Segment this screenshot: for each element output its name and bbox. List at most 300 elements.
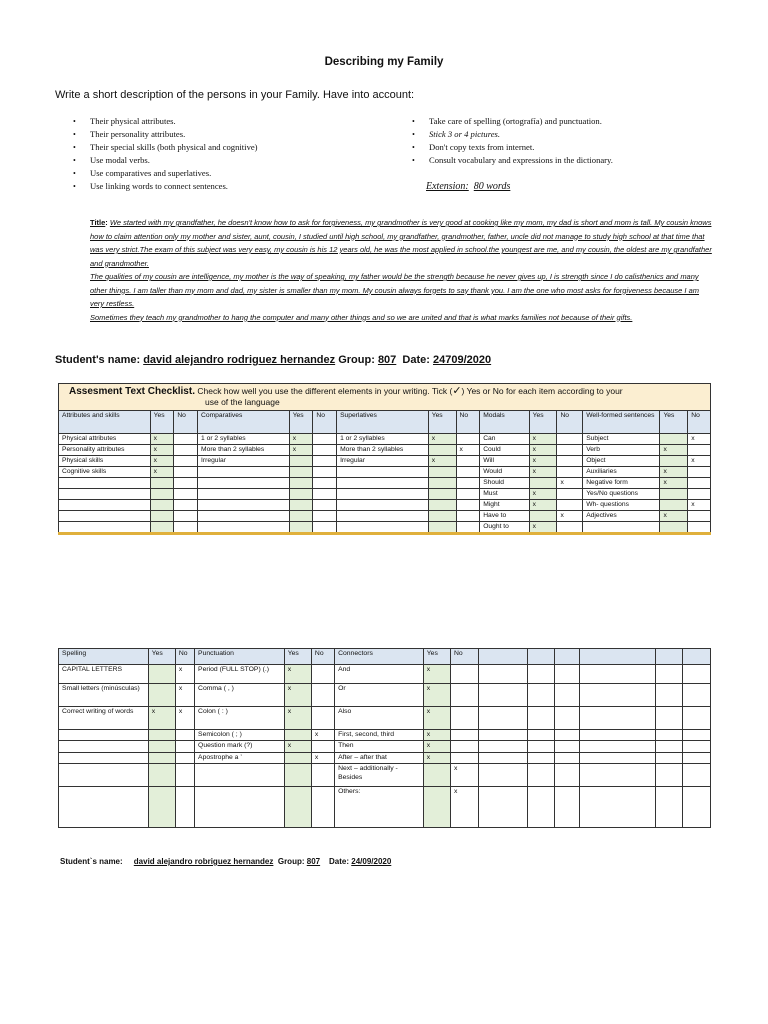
table-header-cell	[527, 649, 554, 665]
document-title: Describing my Family	[324, 56, 444, 68]
table-cell	[682, 684, 710, 707]
table-cell	[688, 467, 711, 478]
paragraph-3: Sometimes they teach my grandmother to hang the computer and many other things and so we are united and that is what marks families not because of their gifts.	[90, 312, 633, 322]
table-cell: And	[335, 665, 424, 684]
checklist-title: Assesment Text Checklist.	[69, 386, 195, 397]
table-cell	[527, 707, 554, 730]
table-cell: x	[175, 684, 194, 707]
bullet-item: • Their personality attributes.	[73, 128, 258, 141]
table-cell	[311, 764, 334, 787]
title-label: Title	[90, 218, 106, 227]
table-cell	[148, 684, 175, 707]
table-cell	[174, 489, 198, 500]
table-cell	[655, 741, 682, 753]
table-header-cell: Yes	[660, 411, 688, 434]
table-cell	[557, 522, 583, 534]
table-cell	[479, 730, 527, 741]
table-cell: 1 or 2 syllables	[337, 434, 429, 445]
table-cell: x	[423, 741, 450, 753]
table-cell: x	[660, 467, 688, 478]
table-cell	[527, 684, 554, 707]
table-cell	[174, 500, 198, 511]
table-cell: x	[311, 753, 334, 764]
table-cell: x	[456, 445, 480, 456]
table-header-cell: Yes	[423, 649, 450, 665]
table-cell: Verb	[583, 445, 660, 456]
group-label: Group:	[338, 354, 375, 366]
table-cell	[527, 741, 554, 753]
student-name-label: Student's name:	[55, 354, 141, 366]
table-cell: Next – additionally - Besides	[335, 764, 424, 787]
table-cell	[311, 707, 334, 730]
table-cell	[557, 500, 583, 511]
table-cell	[174, 445, 198, 456]
table-cell	[198, 489, 290, 500]
date-value: 24/09/2020	[351, 857, 392, 866]
table-cell	[579, 707, 655, 730]
table-cell	[59, 741, 149, 753]
table-cell	[59, 787, 149, 828]
bullet-item: • Don't copy texts from internet.	[412, 141, 613, 154]
table-cell	[660, 456, 688, 467]
table-cell	[450, 741, 478, 753]
table-cell	[337, 467, 429, 478]
table-cell: x	[557, 478, 583, 489]
table-cell	[428, 445, 456, 456]
table-cell	[579, 764, 655, 787]
table-cell	[682, 787, 710, 828]
intro-text: Write a short description of the persons in your Family. Have into account:	[55, 89, 415, 101]
table-cell	[456, 489, 480, 500]
table-cell	[59, 478, 151, 489]
table-cell: Could	[480, 445, 529, 456]
table-cell	[527, 730, 554, 741]
table-cell	[313, 522, 337, 534]
table-cell	[289, 500, 313, 511]
table-cell	[688, 489, 711, 500]
date-label: Date:	[402, 354, 430, 366]
table-cell	[284, 764, 311, 787]
table-cell: x	[660, 478, 688, 489]
student-name-label: Student`s name:	[60, 857, 123, 866]
table-cell	[198, 511, 290, 522]
table-row	[59, 707, 711, 730]
table-cell	[284, 730, 311, 741]
table-cell: x	[428, 434, 456, 445]
table-cell	[148, 741, 175, 753]
table-cell	[148, 665, 175, 684]
table-cell	[579, 753, 655, 764]
table-cell	[289, 522, 313, 534]
table-cell: x	[284, 684, 311, 707]
table-cell	[150, 489, 174, 500]
table-cell	[428, 467, 456, 478]
table-cell: Must	[480, 489, 529, 500]
table-row	[59, 741, 711, 753]
table-cell	[59, 500, 151, 511]
table-cell: Irregular	[337, 456, 429, 467]
table-cell	[284, 787, 311, 828]
table-cell: Have to	[480, 511, 529, 522]
bullet-item: • Take care of spelling (ortografía) and punctuation.	[412, 115, 613, 128]
group-label: Group:	[277, 857, 305, 866]
table-cell	[554, 665, 579, 684]
table-cell	[175, 787, 194, 828]
table-cell: Correct writing of words	[59, 707, 149, 730]
table-cell	[688, 445, 711, 456]
table-cell	[174, 467, 198, 478]
table-header-cell: No	[450, 649, 478, 665]
table-cell	[655, 684, 682, 707]
table-cell	[688, 522, 711, 534]
table-cell	[59, 730, 149, 741]
date-label: Date:	[329, 857, 350, 866]
table-cell: Might	[480, 500, 529, 511]
table-header-row	[59, 649, 711, 665]
table-cell: x	[289, 445, 313, 456]
table-cell	[175, 753, 194, 764]
table-cell	[579, 684, 655, 707]
table-cell	[456, 478, 480, 489]
table-cell	[655, 665, 682, 684]
table-cell	[195, 764, 285, 787]
table-cell	[450, 730, 478, 741]
table-cell: First, second, third	[335, 730, 424, 741]
table-cell: x	[529, 445, 557, 456]
table-header-row	[59, 411, 711, 434]
table-row	[59, 787, 711, 828]
checklist-instructions: Check how well you use the different elements in your writing. Tick (	[194, 386, 453, 396]
table-cell: x	[284, 741, 311, 753]
assessment-checklist-table	[58, 383, 711, 535]
table-cell	[557, 434, 583, 445]
extension-value: 80 words	[473, 181, 511, 192]
table-cell: x	[423, 665, 450, 684]
table-cell	[198, 467, 290, 478]
table-cell	[557, 456, 583, 467]
table-cell: Or	[335, 684, 424, 707]
table-cell	[150, 500, 174, 511]
table-row	[59, 764, 711, 787]
bullet-item: • Their special skills (both physical and cognitive)	[73, 141, 258, 154]
extension-note	[426, 181, 510, 192]
table-cell	[456, 500, 480, 511]
bullet-item: • Stick 3 or 4 pictures.	[412, 128, 613, 141]
table-row	[59, 522, 711, 534]
table-cell	[527, 787, 554, 828]
table-cell	[428, 511, 456, 522]
table-cell	[313, 478, 337, 489]
table-cell	[289, 478, 313, 489]
table-cell	[174, 478, 198, 489]
table-cell	[660, 434, 688, 445]
group-value: 807	[306, 857, 321, 866]
table-cell: x	[529, 434, 557, 445]
table-cell: Subject	[583, 434, 660, 445]
table-header-cell: Well-formed sentences	[583, 411, 660, 434]
table-header-cell: Yes	[150, 411, 174, 434]
extension-label: Extension:	[426, 181, 469, 192]
bullet-item: • Use comparatives and superlatives.	[73, 167, 258, 180]
table-cell: Yes/No questions	[583, 489, 660, 500]
table-cell: Negative form	[583, 478, 660, 489]
table-row	[59, 511, 711, 522]
table-header-cell: Yes	[289, 411, 313, 434]
table-cell	[337, 522, 429, 534]
table-header-cell: Connectors	[335, 649, 424, 665]
table-cell: CAPITAL LETTERS	[59, 665, 149, 684]
table-cell	[456, 511, 480, 522]
tick-icon: ✓	[452, 385, 462, 397]
table-cell	[148, 753, 175, 764]
table-cell: x	[175, 707, 194, 730]
table-cell: x	[311, 730, 334, 741]
table-cell: Others:	[335, 787, 424, 828]
table-cell	[655, 787, 682, 828]
table-cell	[313, 467, 337, 478]
table-cell: x	[148, 707, 175, 730]
table-cell: More than 2 syllables	[337, 445, 429, 456]
table-cell	[655, 753, 682, 764]
table-cell	[660, 500, 688, 511]
table-row	[59, 467, 711, 478]
table-row	[59, 489, 711, 500]
table-cell	[554, 707, 579, 730]
table-cell	[289, 456, 313, 467]
table-cell	[682, 730, 710, 741]
table-cell: x	[557, 511, 583, 522]
table-header-cell: Yes	[284, 649, 311, 665]
table-cell	[313, 511, 337, 522]
table-cell	[313, 456, 337, 467]
table-cell: x	[660, 511, 688, 522]
table-cell	[529, 511, 557, 522]
table-cell: x	[150, 445, 174, 456]
table-header-cell: Yes	[148, 649, 175, 665]
table-cell	[660, 522, 688, 534]
table-cell	[557, 467, 583, 478]
table-cell: More than 2 syllables	[198, 445, 290, 456]
table-cell: x	[529, 456, 557, 467]
table-cell: Apostrophe a ’	[195, 753, 285, 764]
table-cell: x	[423, 730, 450, 741]
table-cell: x	[150, 434, 174, 445]
table-cell	[456, 522, 480, 534]
table-cell: Will	[480, 456, 529, 467]
table-cell	[148, 787, 175, 828]
table-cell	[428, 500, 456, 511]
table-cell	[150, 478, 174, 489]
table-cell: x	[529, 489, 557, 500]
table-cell: Object	[583, 456, 660, 467]
table-cell	[682, 741, 710, 753]
table-header-cell	[655, 649, 682, 665]
table-cell	[554, 764, 579, 787]
table-cell: Irregular	[198, 456, 290, 467]
table-cell	[174, 511, 198, 522]
table-cell: After – after that	[335, 753, 424, 764]
table-cell	[655, 764, 682, 787]
table-cell	[174, 434, 198, 445]
bullet-item: • Their physical attributes.	[73, 115, 258, 128]
table-cell: x	[529, 522, 557, 534]
table-cell: Adjectives	[583, 511, 660, 522]
table-header-cell: Modals	[480, 411, 529, 434]
table-cell	[59, 511, 151, 522]
table-cell: x	[428, 456, 456, 467]
table-row	[59, 665, 711, 684]
table-cell	[150, 511, 174, 522]
table-row	[59, 445, 711, 456]
table-cell	[655, 707, 682, 730]
table-cell	[284, 753, 311, 764]
table-cell	[174, 522, 198, 534]
table-cell	[450, 753, 478, 764]
table-cell	[59, 489, 151, 500]
table-cell	[479, 707, 527, 730]
table-header-cell: No	[688, 411, 711, 434]
table-cell	[59, 764, 149, 787]
table-header-cell: No	[311, 649, 334, 665]
table-cell	[479, 665, 527, 684]
table-cell: x	[688, 456, 711, 467]
table-cell	[529, 478, 557, 489]
table-cell	[450, 684, 478, 707]
table-cell	[175, 741, 194, 753]
table-cell	[557, 445, 583, 456]
table-cell: x	[688, 500, 711, 511]
table-cell: Personality attributes	[59, 445, 151, 456]
table-cell	[428, 478, 456, 489]
bullet-item: • Use linking words to connect sentences.	[73, 180, 258, 193]
table-cell: Question mark (?)	[195, 741, 285, 753]
paragraph-2: The qualities of my cousin are intelligence, my mother is the way of speaking, my father would be the strength because he never gives up, I is strength since I do calisthenics and many other things. I am taller than my mom and dad, my sister is smaller than my mom. My cousin always forgets to say thank you. I am the one who most asks for forgiveness because I am very restless.	[90, 272, 700, 308]
table-cell: x	[423, 707, 450, 730]
student-info-top	[55, 354, 491, 366]
checklist-instructions-end: ) Yes or No for each item according to your	[461, 386, 623, 396]
table-cell: Can	[480, 434, 529, 445]
table-cell	[337, 511, 429, 522]
group-value: 807	[377, 354, 397, 366]
table-cell	[456, 434, 480, 445]
table-cell	[579, 741, 655, 753]
table-header-cell: Spelling	[59, 649, 149, 665]
table-cell	[527, 665, 554, 684]
table-cell	[450, 707, 478, 730]
left-bullet-list	[73, 115, 258, 193]
table-cell	[557, 489, 583, 500]
table-cell	[527, 764, 554, 787]
table-cell: x	[289, 434, 313, 445]
table-cell: x	[450, 764, 478, 787]
table-cell: x	[529, 467, 557, 478]
table-cell: Also	[335, 707, 424, 730]
table-cell: Then	[335, 741, 424, 753]
table-cell	[428, 522, 456, 534]
checklist-header	[59, 384, 711, 411]
table-cell	[456, 467, 480, 478]
table-header-cell	[554, 649, 579, 665]
table-cell	[682, 753, 710, 764]
description-paragraphs: Title: We started with my grandfather, he doesn't know how to ask for forgiveness, my grandmother is very good at cooking like my mom, my dad is short and mom is tall. My cousin knows how to claim attention only my mother and sister, aunt, cousin, I studied until high school, my grandfather, grandmother, father, uncle did not manage to study high school at that time that was very strict.The exam of this subject was very easy, my cousin is his 12 years old, he was the most applied in school.the youngest are me, and my cousin, the oldest are my grandfather and grandmother. The qualities of my cousin are intelligence, my mother is the way of speaking, my father would be the strength because he never gives up, I is strength since I do calisthenics and many other things. I am taller than my mom and dad, my sister is smaller than my mom. My cousin always forgets to say thank you. I am the one who most asks for forgiveness because I am very restless. Sometimes they teach my grandmother to hang the computer and many other things and so we are united and that is what marks families not because of their gifts.	[90, 218, 712, 322]
table-cell: x	[150, 456, 174, 467]
spelling-punctuation-table	[58, 648, 711, 828]
table-cell	[660, 489, 688, 500]
table-cell	[554, 753, 579, 764]
table-cell	[579, 665, 655, 684]
table-cell: x	[423, 753, 450, 764]
table-cell	[195, 787, 285, 828]
table-cell	[148, 730, 175, 741]
table-cell	[198, 500, 290, 511]
table-header-cell	[579, 649, 655, 665]
table-cell: Auxiliaries	[583, 467, 660, 478]
table-cell	[313, 489, 337, 500]
table-cell: Comma ( , )	[195, 684, 285, 707]
table-cell	[554, 787, 579, 828]
table-cell	[579, 787, 655, 828]
table-cell	[479, 684, 527, 707]
table-header-cell: Superlatives	[337, 411, 429, 434]
table-cell	[554, 684, 579, 707]
table-cell	[456, 456, 480, 467]
table-cell	[313, 434, 337, 445]
table-cell	[682, 764, 710, 787]
table-row	[59, 500, 711, 511]
table-header-cell: Comparatives	[198, 411, 290, 434]
student-info-bottom	[60, 857, 391, 866]
table-cell	[479, 753, 527, 764]
table-cell: Period (FULL STOP) (.)	[195, 665, 285, 684]
table-cell	[313, 500, 337, 511]
table-cell	[688, 478, 711, 489]
table-row	[59, 434, 711, 445]
table-cell	[198, 522, 290, 534]
paragraph-1: We started with my grandfather, he doesn't know how to ask for forgiveness, my grandmother is very good at cooking like my mom, my dad is short and mom is tall. My cousin knows how to claim attention only my mother and sister, aunt, cousin, I studied until high school, my grandfather, grandmother, father, uncle did not manage to study high school at that time that was very strict.The exam of this subject was very easy, my cousin is his 12 years old, he was the most applied in school.the youngest are me, and my cousin, the oldest are my grandfather and grandmother.	[90, 218, 712, 268]
table-cell	[174, 456, 198, 467]
table-cell	[311, 684, 334, 707]
table-header-cell	[479, 649, 527, 665]
table-row	[59, 478, 711, 489]
table-cell	[479, 741, 527, 753]
table-cell: Cognitive skills	[59, 467, 151, 478]
table-cell: Physical attributes	[59, 434, 151, 445]
table-cell	[688, 511, 711, 522]
table-cell: Would	[480, 467, 529, 478]
table-cell	[479, 764, 527, 787]
student-name: david alejandro rodriguez hernandez	[143, 354, 336, 366]
table-cell: Should	[480, 478, 529, 489]
table-header-cell	[682, 649, 710, 665]
table-cell: x	[660, 445, 688, 456]
table-cell	[423, 787, 450, 828]
table-cell: x	[688, 434, 711, 445]
table-cell	[337, 500, 429, 511]
table-cell: Physical skills	[59, 456, 151, 467]
table-cell: x	[175, 665, 194, 684]
table-cell	[148, 764, 175, 787]
table-cell	[289, 467, 313, 478]
checklist-instructions-line2: use of the language	[205, 397, 280, 407]
table-cell	[337, 478, 429, 489]
table-cell	[311, 741, 334, 753]
table-cell: Colon ( : )	[195, 707, 285, 730]
table-cell	[527, 753, 554, 764]
table-cell	[289, 489, 313, 500]
table-cell: 1 or 2 syllables	[198, 434, 290, 445]
table-header-cell: Yes	[529, 411, 557, 434]
table-header-cell: Attributes and skills	[59, 411, 151, 434]
